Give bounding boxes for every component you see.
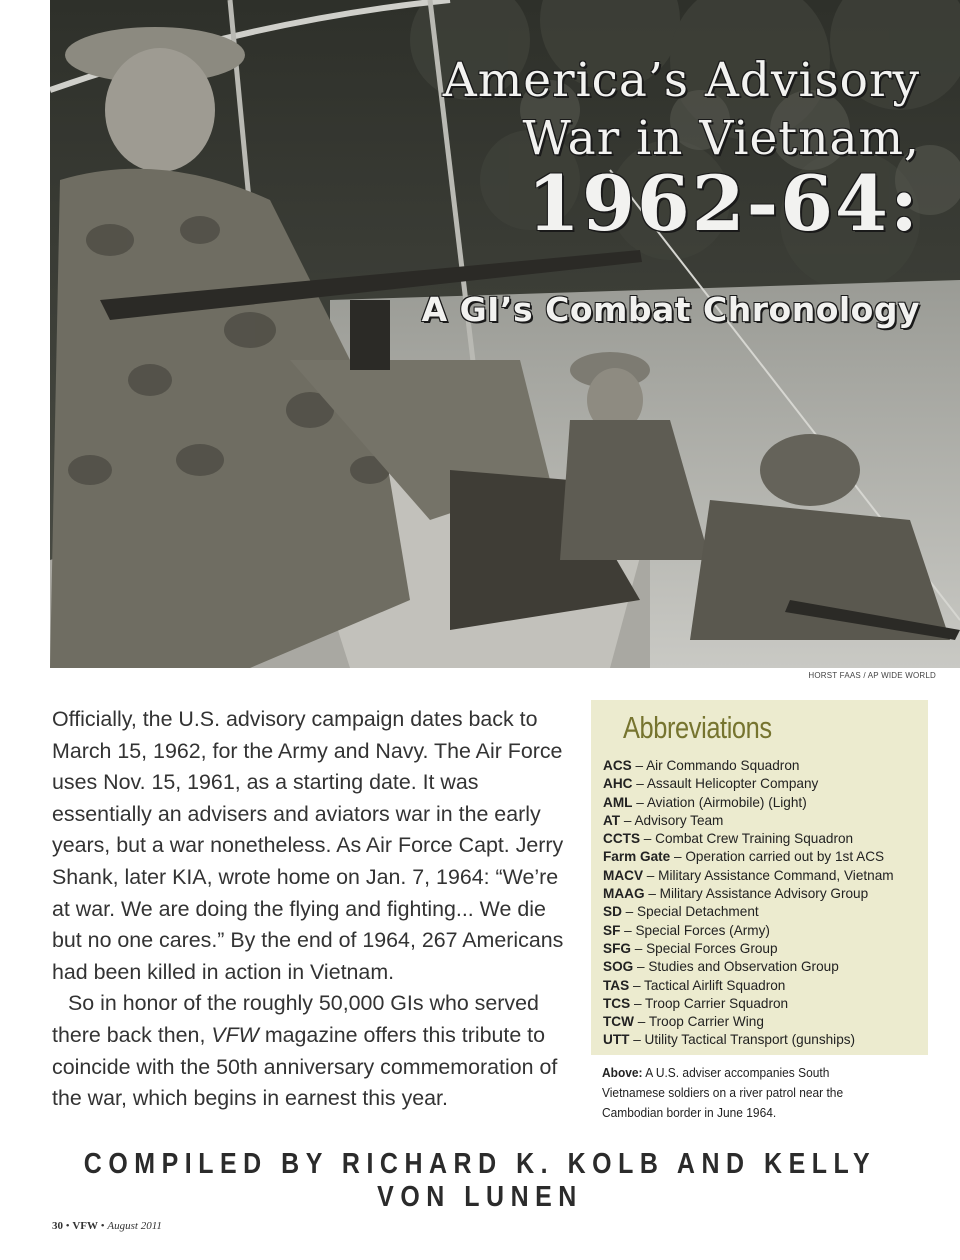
abbreviation-code: ACS [603, 758, 632, 773]
abbreviation-item [603, 885, 894, 903]
headline-title [443, 52, 920, 168]
body-paragraph-1: Officially, the U.S. advisory campaign dates back to March 15, 1962, for the Army and Navy. The Air Force uses Nov. 15, 1961, as a starting date. It was essentially an advisers and aviators war in the early years, but a war nonetheless. As Air Force Capt. Jerry Shank, later KIA, wrote home on Jan. 7, 1964: “We’re at war. We are doing the flying and fighting... We die but no one cares.” By the end of 1964, 267 Americans had been killed in action in Vietnam. [52, 707, 564, 984]
headline-line2: War in Vietnam, [522, 111, 920, 166]
headline-years: 1962-64: [527, 159, 920, 248]
photo-caption [602, 1063, 887, 1123]
byline: COMPILED BY RICHARD K. KOLB AND KELLY VON LUNEN [83, 1148, 877, 1213]
body-paragraph-2 [52, 988, 574, 1114]
page-folio [52, 1220, 162, 1232]
article-body [52, 704, 574, 1115]
abbreviation-item [603, 995, 894, 1013]
photo-credit: HORST FAAS / AP WIDE WORLD [808, 671, 936, 680]
abbreviations-box [591, 700, 928, 1055]
abbreviation-item [603, 1031, 894, 1049]
abbreviation-meaning: – Special Forces Group [630, 940, 778, 956]
abbreviation-meaning: – Studies and Observation Group [633, 959, 839, 975]
abbreviation-item [603, 794, 894, 812]
abbreviation-item [603, 1013, 894, 1031]
issue-date: August 2011 [107, 1220, 162, 1232]
abbreviation-item [603, 958, 894, 976]
abbreviation-item [603, 812, 894, 830]
magazine-name: VFW [211, 1022, 259, 1047]
abbreviation-meaning: – Assault Helicopter Company [632, 776, 819, 792]
abbreviation-code: SF [603, 922, 621, 938]
abbreviation-meaning: – Special Detachment [621, 904, 759, 920]
caption-text: A U.S. adviser accompanies South Vietnamese soldiers on a river patrol near the Cambodian border in June 1964. [602, 1065, 844, 1120]
page-number: 30 [52, 1220, 63, 1232]
abbreviation-meaning: – Troop Carrier Squadron [630, 995, 789, 1011]
abbreviation-meaning: – Military Assistance Advisory Group [644, 886, 869, 902]
abbreviation-item [603, 922, 894, 940]
abbreviation-item [603, 848, 894, 866]
abbreviation-code: CCTS [603, 831, 641, 847]
abbreviation-meaning: – Aviation (Airmobile) (Light) [632, 794, 807, 810]
abbreviation-meaning: – Tactical Airlift Squadron [629, 977, 786, 993]
abbreviation-meaning: – Special Forces (Army) [620, 922, 770, 938]
abbreviation-meaning: – Utility Tactical Transport (gunships) [629, 1032, 856, 1048]
abbreviation-item [603, 775, 894, 793]
abbreviation-code: TCW [603, 1014, 634, 1030]
magazine-title: VFW [72, 1220, 99, 1232]
abbreviation-code: AT [603, 812, 621, 828]
abbreviation-meaning: – Combat Crew Training Squadron [640, 831, 854, 847]
abbreviation-meaning: – Air Commando Squadron [631, 758, 800, 773]
abbreviation-code: TCS [603, 995, 631, 1011]
abbreviation-item [603, 867, 894, 885]
abbreviation-code: SOG [603, 959, 634, 975]
caption-label: Above: [602, 1065, 643, 1080]
abbreviation-item [603, 977, 894, 995]
abbreviation-item [603, 940, 894, 958]
headline-subtitle: A GI’s Combat Chronology [421, 290, 920, 329]
abbreviation-code: MACV [603, 867, 644, 883]
folio-separator: • [98, 1220, 108, 1232]
abbreviation-code: MAAG [603, 886, 645, 902]
abbreviation-meaning: – Troop Carrier Wing [633, 1014, 764, 1030]
folio-separator: • [63, 1220, 73, 1232]
abbreviation-code: AML [603, 794, 633, 810]
abbreviation-meaning: – Operation carried out by 1st ACS [670, 849, 885, 865]
body-paragraph-2-end: magazine offers this tribute to coincide with the 50th anniversary commemoration of the war, which begins in earnest this year. [52, 1022, 558, 1111]
abbreviation-item [603, 757, 894, 775]
abbreviations-title: Abbreviations [623, 710, 772, 745]
hero-photo [50, 0, 960, 668]
abbreviation-meaning: – Military Assistance Command, Vietnam [643, 867, 894, 883]
abbreviation-code: AHC [603, 776, 633, 792]
abbreviation-code: Farm Gate [603, 849, 671, 865]
abbreviation-code: SFG [603, 940, 631, 956]
abbreviation-code: UTT [603, 1032, 630, 1048]
headline-line1: America’s Advisory [442, 53, 920, 108]
abbreviation-code: TAS [603, 977, 630, 993]
abbreviations-list [603, 757, 894, 1050]
body-paragraph-2-start: So in honor of the roughly 50,000 GIs who served there back then, [52, 991, 539, 1047]
abbreviation-item [603, 903, 894, 921]
abbreviation-item [603, 830, 894, 848]
abbreviation-meaning: – Advisory Team [620, 812, 724, 828]
abbreviation-code: SD [603, 904, 622, 920]
